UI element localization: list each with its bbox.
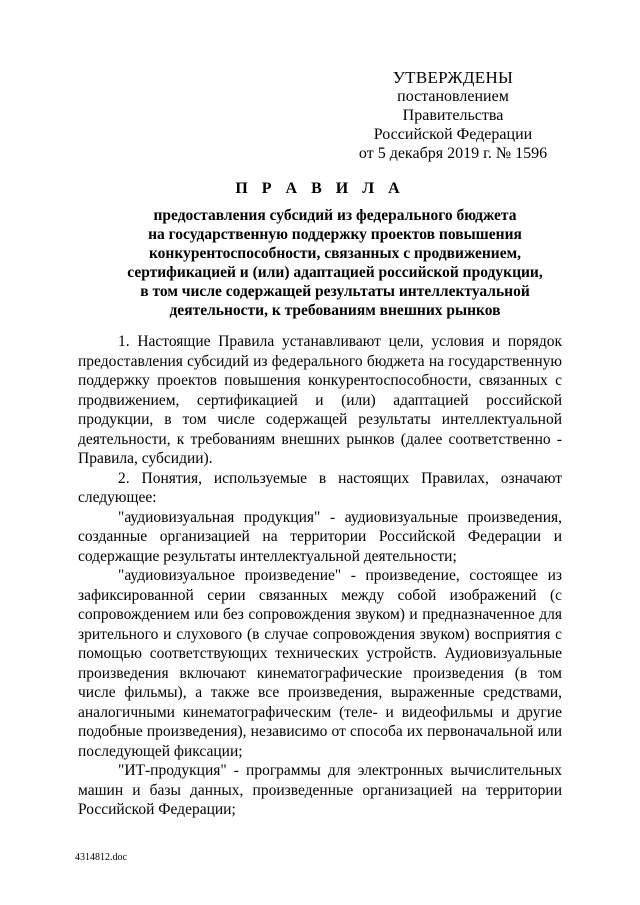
- subtitle-line: конкурентоспособности, связанных с продвижением,: [148, 245, 522, 262]
- subtitle-line: предоставления субсидий из федерального бюджета: [153, 207, 517, 224]
- subtitle-line: деятельности, к требованиям внешних рынков: [169, 302, 501, 319]
- approval-line-government: Российской Федерации: [373, 126, 533, 143]
- subtitle-line: в том числе содержащей результаты интеллектуальной: [140, 283, 530, 300]
- file-name-footer: 4314812.doc: [75, 852, 127, 863]
- approval-block: [346, 68, 560, 163]
- document-body: [78, 332, 562, 820]
- subtitle-line: на государственную поддержку проектов повышения: [148, 226, 522, 243]
- approval-line-resolution: постановлением Правительства: [397, 88, 509, 124]
- paragraph-2: 2. Понятия, используемые в настоящих Правилах, означают следующее:: [78, 469, 562, 506]
- subtitle-line: сертификацией и (или) адаптацией российской продукции,: [127, 264, 543, 281]
- approval-line-date-number: от 5 декабря 2019 г. № 1596: [358, 145, 548, 162]
- paragraph-1: 1. Настоящие Правила устанавливают цели, условия и порядок предоставления субсидий из федерального бюджета на государственную поддержку проектов повышения конкурентоспособности, связанных с продвижением, сертификацией и (или) адаптацией российской продукции, в том числе содержащей результаты интеллектуальной деятельности, к требованиям внешних рынков (далее соответственно - Правила, субсидии).: [78, 333, 562, 467]
- document-title: П Р А В И Л А: [235, 180, 405, 197]
- definition-it-product: "ИТ-продукция" - программы для электронных вычислительных машин и базы данных, произведенные организацией на территории Российской Федерации;: [78, 762, 562, 818]
- definition-audiovisual-work: "аудиовизуальное произведение" - произведение, состоящее из зафиксированной серии связанных между собой изображений (с сопровождением или без сопровождения звуком) и предназначенное для зрительного и слухового (в случае сопровождения звуком) восприятия с помощью соответствующих технических устройств. Аудиовизуальные произведения включают кинематографические произведения (в том числе фильмы), а также все произведения, выраженные средствами, аналогичными кинематографическим (теле- и видеофильмы и другие подобные произведения), независимо от способа их первоначальной или последующей фиксации;: [78, 567, 562, 760]
- definition-audiovisual-product: "аудиовизуальная продукция" - аудиовизуальные произведения, созданные организацией на территории Российской Федерации и содержащие результаты интеллектуальной деятельности;: [78, 508, 562, 565]
- document-subtitle: [100, 206, 570, 320]
- approval-heading: УТВЕРЖДЕНЫ: [392, 68, 514, 87]
